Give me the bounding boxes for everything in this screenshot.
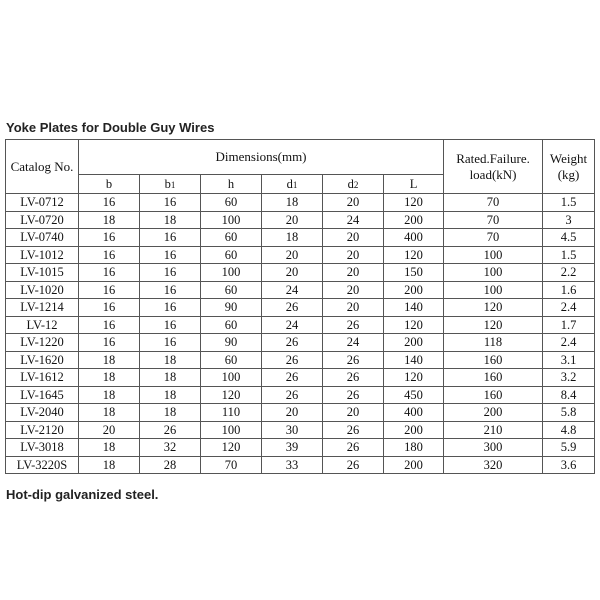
cell-catalog: LV-1620	[6, 351, 79, 369]
table-body	[6, 194, 595, 474]
table-row	[6, 421, 595, 439]
cell-h: 110	[201, 404, 262, 422]
cell-b1: 18	[140, 351, 201, 369]
cell-b1: 16	[140, 246, 201, 264]
cell-load: 70	[444, 194, 543, 212]
yoke-plates-table	[5, 139, 595, 474]
cell-b1: 16	[140, 229, 201, 247]
cell-b: 18	[79, 211, 140, 229]
cell-weight: 5.9	[543, 439, 595, 457]
cell-load: 320	[444, 456, 543, 474]
cell-d1: 26	[262, 334, 323, 352]
cell-l: 200	[384, 456, 444, 474]
cell-d2: 26	[323, 456, 384, 474]
cell-h: 60	[201, 316, 262, 334]
table-row	[6, 281, 595, 299]
cell-l: 200	[384, 211, 444, 229]
header-b1-base: b	[164, 176, 171, 191]
cell-d2: 20	[323, 246, 384, 264]
cell-b: 20	[79, 421, 140, 439]
cell-d2: 20	[323, 194, 384, 212]
cell-catalog: LV-12	[6, 316, 79, 334]
cell-catalog: LV-0720	[6, 211, 79, 229]
cell-b1: 28	[140, 456, 201, 474]
cell-catalog: LV-3018	[6, 439, 79, 457]
cell-b1: 18	[140, 386, 201, 404]
cell-catalog: LV-1015	[6, 264, 79, 282]
cell-b: 16	[79, 229, 140, 247]
cell-d2: 24	[323, 211, 384, 229]
cell-weight: 1.5	[543, 194, 595, 212]
cell-d2: 26	[323, 351, 384, 369]
cell-h: 100	[201, 369, 262, 387]
cell-load: 120	[444, 316, 543, 334]
cell-b1: 32	[140, 439, 201, 457]
cell-weight: 1.7	[543, 316, 595, 334]
cell-l: 400	[384, 229, 444, 247]
cell-d1: 20	[262, 211, 323, 229]
cell-catalog: LV-1612	[6, 369, 79, 387]
cell-d1: 18	[262, 229, 323, 247]
cell-load: 70	[444, 211, 543, 229]
cell-b1: 16	[140, 334, 201, 352]
cell-b: 18	[79, 439, 140, 457]
cell-d1: 26	[262, 386, 323, 404]
header-b1-sub: 1	[170, 179, 176, 190]
cell-l: 140	[384, 351, 444, 369]
cell-h: 100	[201, 421, 262, 439]
cell-l: 150	[384, 264, 444, 282]
header-d2-sub: 2	[353, 179, 359, 190]
cell-b1: 18	[140, 369, 201, 387]
cell-load: 160	[444, 351, 543, 369]
table-caption: Yoke Plates for Double Guy Wires	[6, 120, 215, 135]
cell-d2: 20	[323, 404, 384, 422]
cell-d2: 20	[323, 229, 384, 247]
cell-l: 120	[384, 246, 444, 264]
cell-load: 120	[444, 299, 543, 317]
cell-catalog: LV-3220S	[6, 456, 79, 474]
header-b: b	[79, 175, 140, 194]
cell-weight: 1.5	[543, 246, 595, 264]
cell-h: 70	[201, 456, 262, 474]
cell-b: 18	[79, 404, 140, 422]
table-row	[6, 334, 595, 352]
cell-l: 180	[384, 439, 444, 457]
cell-weight: 3	[543, 211, 595, 229]
cell-b: 18	[79, 369, 140, 387]
cell-d1: 20	[262, 404, 323, 422]
cell-b1: 18	[140, 404, 201, 422]
table-row	[6, 439, 595, 457]
cell-b: 16	[79, 316, 140, 334]
cell-weight: 5.8	[543, 404, 595, 422]
cell-h: 60	[201, 281, 262, 299]
cell-h: 60	[201, 229, 262, 247]
cell-d1: 24	[262, 281, 323, 299]
table-row	[6, 299, 595, 317]
cell-d1: 20	[262, 246, 323, 264]
cell-load: 160	[444, 369, 543, 387]
cell-l: 120	[384, 369, 444, 387]
header-weight: Weight (kg)	[543, 140, 595, 194]
cell-b1: 16	[140, 281, 201, 299]
table-row	[6, 456, 595, 474]
cell-weight: 2.4	[543, 334, 595, 352]
cell-d1: 39	[262, 439, 323, 457]
cell-b: 16	[79, 299, 140, 317]
table-row	[6, 211, 595, 229]
header-d1	[262, 175, 323, 194]
header-b1	[140, 175, 201, 194]
cell-catalog: LV-0740	[6, 229, 79, 247]
cell-weight: 4.8	[543, 421, 595, 439]
cell-h: 60	[201, 351, 262, 369]
cell-d1: 18	[262, 194, 323, 212]
cell-l: 120	[384, 194, 444, 212]
cell-catalog: LV-0712	[6, 194, 79, 212]
cell-d1: 20	[262, 264, 323, 282]
cell-d1: 26	[262, 299, 323, 317]
header-d1-base: d	[286, 176, 293, 191]
table-row	[6, 194, 595, 212]
table-row	[6, 229, 595, 247]
cell-b1: 16	[140, 316, 201, 334]
cell-catalog: LV-1214	[6, 299, 79, 317]
cell-weight: 2.4	[543, 299, 595, 317]
cell-d2: 24	[323, 334, 384, 352]
cell-b1: 16	[140, 264, 201, 282]
cell-weight: 4.5	[543, 229, 595, 247]
cell-b1: 16	[140, 194, 201, 212]
cell-d1: 26	[262, 351, 323, 369]
cell-load: 200	[444, 404, 543, 422]
cell-b: 18	[79, 351, 140, 369]
cell-load: 300	[444, 439, 543, 457]
cell-b: 16	[79, 334, 140, 352]
cell-l: 200	[384, 281, 444, 299]
cell-b: 18	[79, 386, 140, 404]
cell-d2: 26	[323, 369, 384, 387]
cell-catalog: LV-2040	[6, 404, 79, 422]
cell-weight: 2.2	[543, 264, 595, 282]
header-d2	[323, 175, 384, 194]
cell-d2: 20	[323, 264, 384, 282]
cell-d2: 26	[323, 439, 384, 457]
cell-load: 70	[444, 229, 543, 247]
cell-catalog: LV-1020	[6, 281, 79, 299]
table-footnote: Hot-dip galvanized steel.	[6, 487, 159, 502]
cell-load: 118	[444, 334, 543, 352]
cell-load: 100	[444, 264, 543, 282]
cell-b: 16	[79, 246, 140, 264]
header-dimensions: Dimensions(mm)	[79, 140, 444, 175]
table-row	[6, 369, 595, 387]
cell-b1: 18	[140, 211, 201, 229]
cell-load: 210	[444, 421, 543, 439]
cell-h: 120	[201, 386, 262, 404]
cell-b: 16	[79, 281, 140, 299]
cell-b: 18	[79, 456, 140, 474]
cell-catalog: LV-1645	[6, 386, 79, 404]
cell-h: 60	[201, 194, 262, 212]
cell-d1: 30	[262, 421, 323, 439]
header-h: h	[201, 175, 262, 194]
cell-catalog: LV-1012	[6, 246, 79, 264]
cell-weight: 1.6	[543, 281, 595, 299]
cell-d2: 20	[323, 299, 384, 317]
cell-l: 140	[384, 299, 444, 317]
cell-b1: 26	[140, 421, 201, 439]
cell-h: 100	[201, 264, 262, 282]
cell-b: 16	[79, 264, 140, 282]
table-row	[6, 351, 595, 369]
cell-h: 60	[201, 246, 262, 264]
cell-d1: 26	[262, 369, 323, 387]
cell-l: 450	[384, 386, 444, 404]
table-row	[6, 404, 595, 422]
cell-l: 400	[384, 404, 444, 422]
cell-load: 160	[444, 386, 543, 404]
header-l: L	[384, 175, 444, 194]
cell-catalog: LV-1220	[6, 334, 79, 352]
cell-d2: 26	[323, 316, 384, 334]
header-rated-failure-load: Rated.Failure. load(kN)	[444, 140, 543, 194]
cell-h: 120	[201, 439, 262, 457]
table-row	[6, 264, 595, 282]
cell-l: 200	[384, 334, 444, 352]
cell-h: 90	[201, 299, 262, 317]
cell-weight: 3.1	[543, 351, 595, 369]
cell-d2: 20	[323, 281, 384, 299]
cell-l: 120	[384, 316, 444, 334]
table-row	[6, 316, 595, 334]
cell-d1: 33	[262, 456, 323, 474]
header-catalog-no: Catalog No.	[6, 140, 79, 194]
cell-b1: 16	[140, 299, 201, 317]
cell-d2: 26	[323, 421, 384, 439]
cell-catalog: LV-2120	[6, 421, 79, 439]
cell-d2: 26	[323, 386, 384, 404]
cell-h: 100	[201, 211, 262, 229]
header-d1-sub: 1	[292, 179, 298, 190]
cell-weight: 8.4	[543, 386, 595, 404]
cell-weight: 3.2	[543, 369, 595, 387]
header-d2-base: d	[347, 176, 354, 191]
cell-h: 90	[201, 334, 262, 352]
cell-l: 200	[384, 421, 444, 439]
cell-b: 16	[79, 194, 140, 212]
table-row	[6, 386, 595, 404]
cell-load: 100	[444, 246, 543, 264]
cell-d1: 24	[262, 316, 323, 334]
cell-weight: 3.6	[543, 456, 595, 474]
table-row	[6, 246, 595, 264]
cell-load: 100	[444, 281, 543, 299]
